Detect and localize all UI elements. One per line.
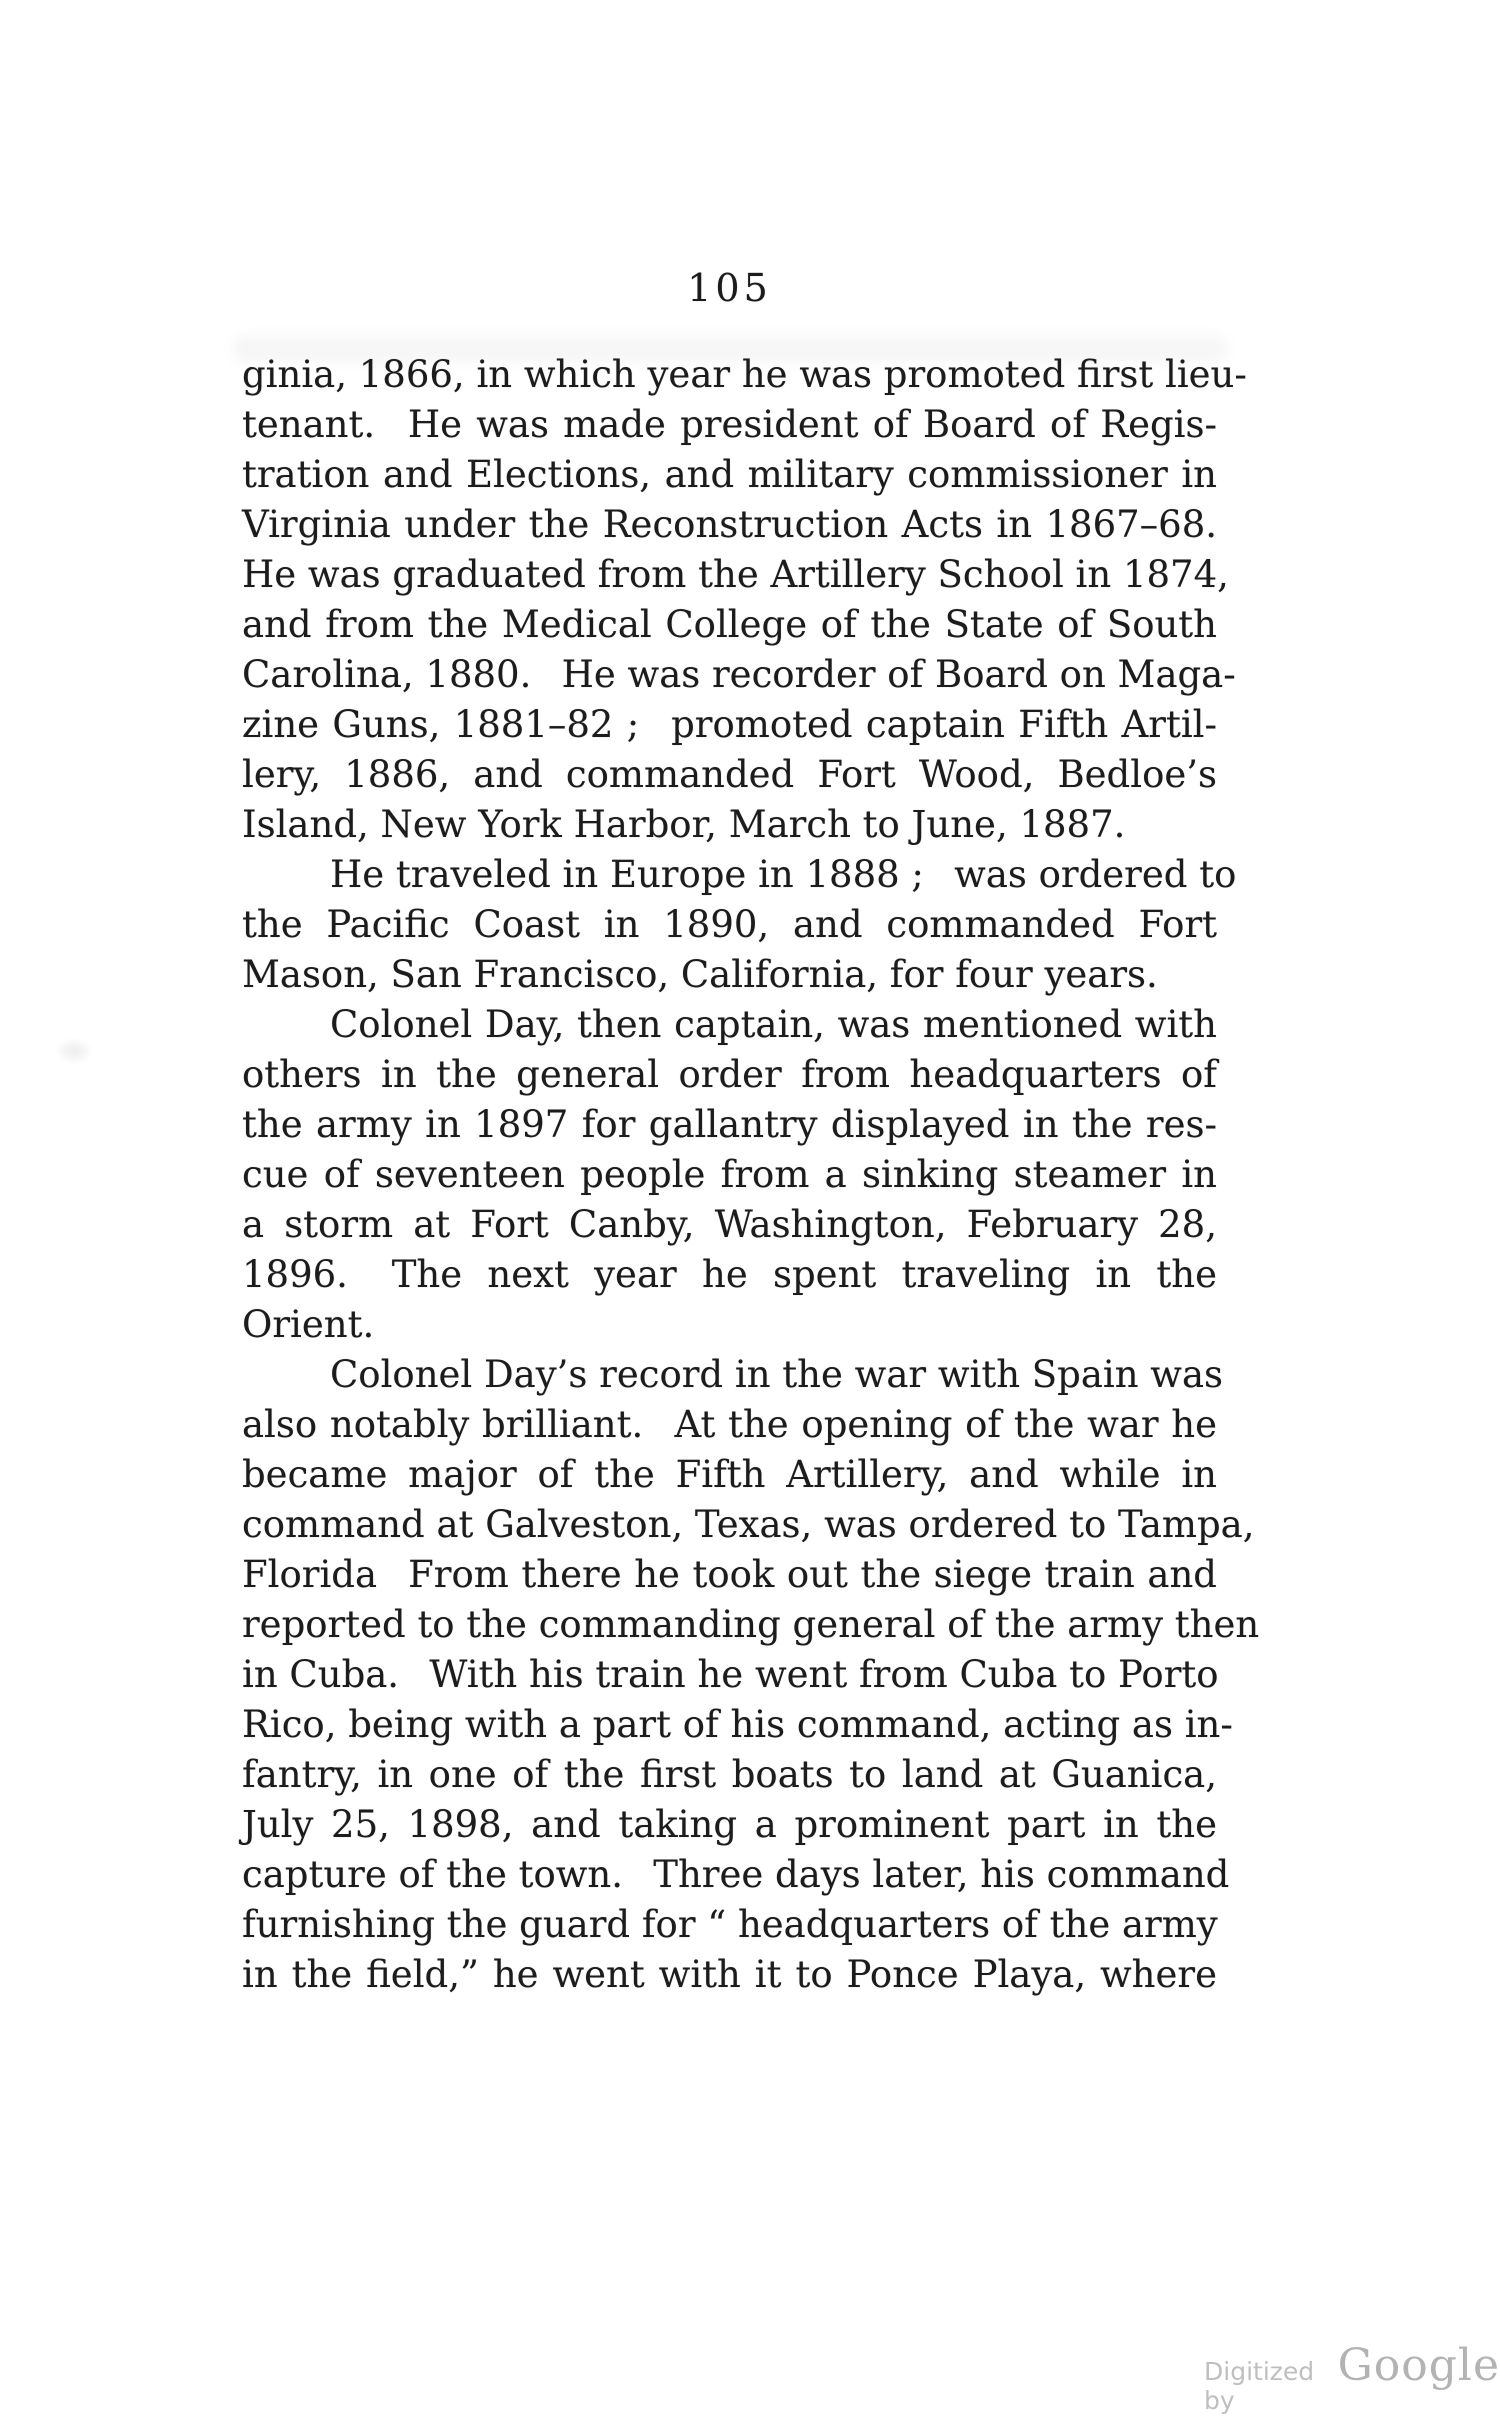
text-line: 1896. The next year he spent traveling in the: [242, 1253, 1217, 1296]
text-line: Carolina, 1880. He was recorder of Board on Maga-: [242, 653, 1236, 696]
text-line: furnishing the guard for “ headquarters of the army: [242, 1903, 1218, 1946]
text-line: in the field,” he went with it to Ponce Playa, where: [242, 1953, 1217, 1996]
text-line: the army in 1897 for gallantry displayed in the res-: [242, 1103, 1217, 1146]
text-line: Mason, San Francisco, California, for four years.: [242, 953, 1158, 996]
text-line: tenant. He was made president of Board of Regis-: [242, 403, 1217, 446]
scan-smudge-artifact: [58, 1040, 90, 1062]
text-line: Florida From there he took out the siege train and: [242, 1553, 1217, 1596]
text-line: zine Guns, 1881–82 ; promoted captain Fifth Artil-: [242, 703, 1217, 746]
text-line: in Cuba. With his train he went from Cuba to Porto: [242, 1653, 1219, 1696]
text-line: July 25, 1898, and taking a prominent part in the: [242, 1803, 1217, 1846]
text-line: tration and Elections, and military commissioner in: [242, 453, 1217, 496]
text-line: command at Galveston, Texas, was ordered to Tampa,: [242, 1503, 1255, 1546]
text-line: a storm at Fort Canby, Washington, February 28,: [242, 1203, 1217, 1246]
text-line: the Pacific Coast in 1890, and commanded Fort: [242, 903, 1217, 946]
text-line: cue of seventeen people from a sinking steamer in: [242, 1153, 1217, 1196]
text-line: Colonel Day, then captain, was mentioned with: [330, 1003, 1217, 1046]
text-line: fantry, in one of the first boats to land at Guanica,: [242, 1753, 1217, 1796]
text-line: ginia, 1866, in which year he was promoted first lieu-: [242, 353, 1247, 396]
text-line: others in the general order from headquarters of: [242, 1053, 1217, 1096]
text-line: Island, New York Harbor, March to June, 1887.: [242, 803, 1126, 846]
google-logo: Google: [1337, 2340, 1500, 2391]
text-line: reported to the commanding general of the army then: [242, 1603, 1260, 1646]
page-text: [242, 350, 1260, 2000]
text-line: capture of the town. Three days later, his command: [242, 1853, 1230, 1896]
text-line: and from the Medical College of the State of South: [242, 603, 1217, 646]
text-line: He was graduated from the Artillery School in 1874,: [242, 553, 1229, 596]
text-line: lery, 1886, and commanded Fort Wood, Bedloe’s: [242, 753, 1217, 796]
text-line: Virginia under the Reconstruction Acts in 1867–68.: [242, 503, 1217, 546]
text-line: He traveled in Europe in 1888 ; was ordered to: [330, 853, 1237, 896]
text-line: became major of the Fifth Artillery, and while in: [242, 1453, 1217, 1496]
text-line: also notably brilliant. At the opening of the war he: [242, 1403, 1217, 1446]
text-line: Colonel Day’s record in the war with Spain was: [330, 1353, 1224, 1396]
text-line: Orient.: [242, 1303, 375, 1346]
page-number: 105: [687, 266, 772, 310]
watermark-prefix-text: Digitized by: [1204, 2357, 1315, 2415]
text-line: Rico, being with a part of his command, acting as in-: [242, 1703, 1233, 1746]
digitized-by-google-watermark: [1204, 2340, 1500, 2415]
